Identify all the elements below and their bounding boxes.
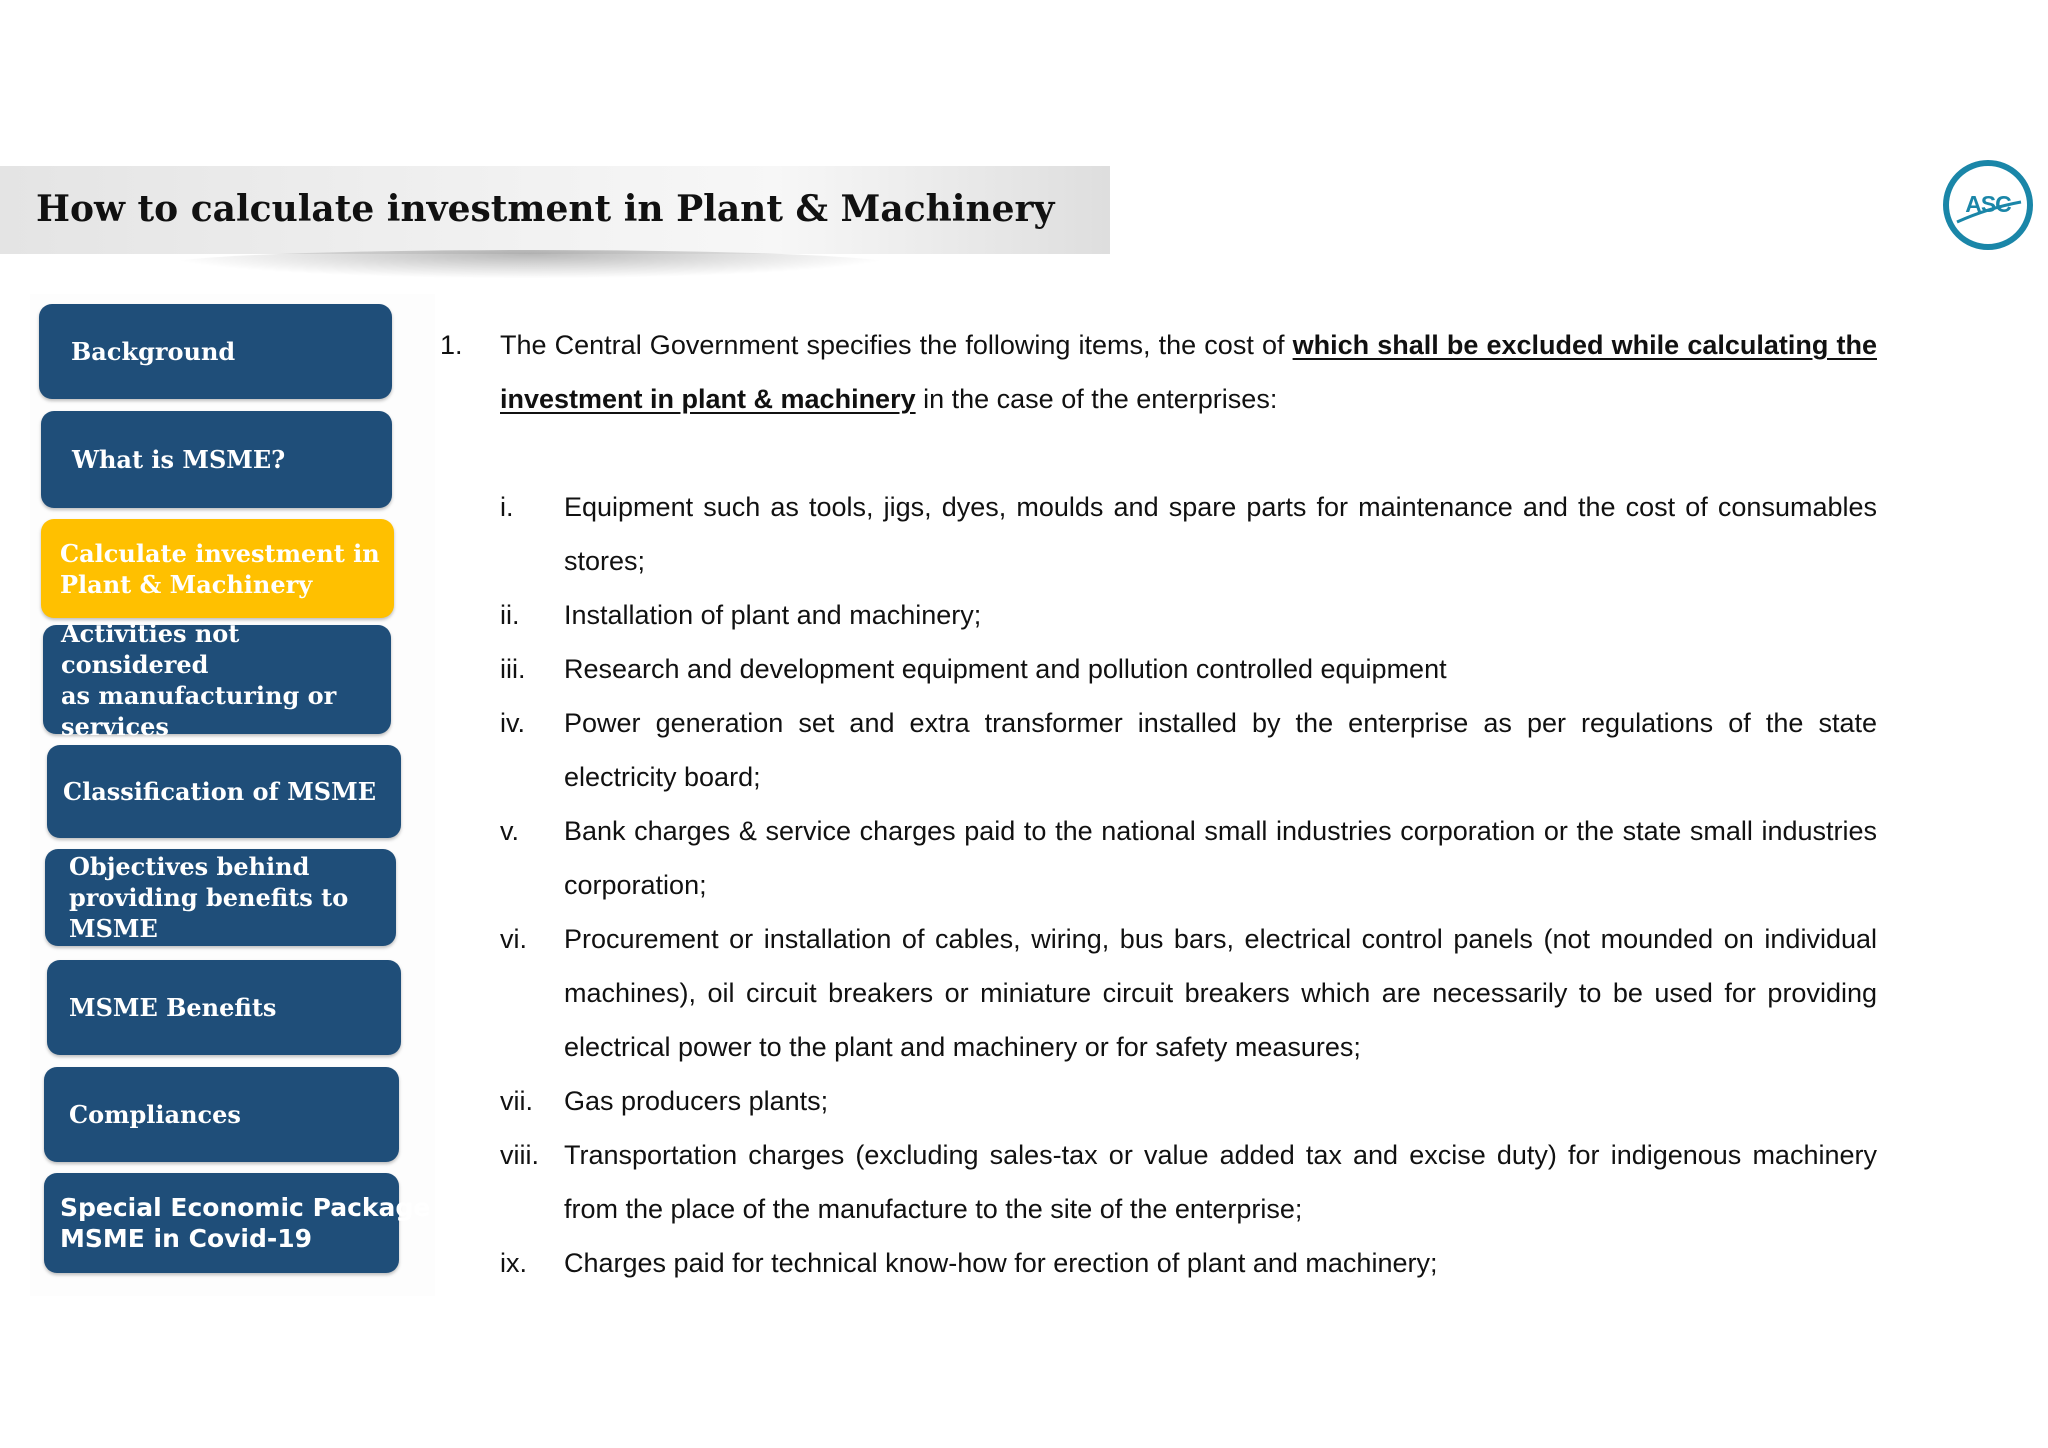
sidebar-item-activities-not-considered[interactable]	[43, 618, 391, 741]
intro-text-before: The Central Government specifies the following items, the cost of	[500, 330, 1293, 360]
sidebar-item-classification[interactable]	[47, 745, 401, 838]
intro-text-after: in the case of the enterprises:	[915, 384, 1278, 414]
title-banner	[0, 166, 1110, 254]
sidebar-item-special-economic-package[interactable]	[44, 1173, 469, 1273]
list-text: Power generation set and extra transformer installed by the enterprise as per regulations of the state electricity board;	[564, 708, 1877, 792]
list-numeral: ix.	[500, 1248, 527, 1278]
sidebar-item-background[interactable]	[39, 304, 392, 399]
sidebar-item-what-is-msme[interactable]	[41, 411, 392, 508]
list-text: Procurement or installation of cables, wiring, bus bars, electrical control panels (not mounded on individual machines), oil circuit breakers or miniature circuit breakers which are necessarily to be used for providing electrical power to the plant and machinery or for safety measures;	[564, 924, 1877, 1062]
list-item	[500, 912, 1877, 1074]
list-item	[500, 1074, 1877, 1128]
exclusion-list	[500, 480, 1877, 1290]
list-numeral: i.	[500, 492, 514, 522]
list-item	[500, 588, 1877, 642]
asc-logo-icon	[1941, 158, 2035, 252]
intro-number: 1.	[440, 330, 463, 360]
list-item	[500, 480, 1877, 588]
sidebar-item-objectives[interactable]	[45, 849, 396, 946]
list-numeral: iii.	[500, 654, 526, 684]
sidebar-item-label: Compliances	[69, 1100, 241, 1129]
sidebar-item-label: Activities not considered as manufacturing or services	[61, 618, 337, 741]
sidebar-item-label: Objectives behind providing benefits to MSME	[69, 852, 349, 943]
sidebar-item-label: What is MSME?	[72, 445, 286, 474]
list-text: Bank charges & service charges paid to the national small industries corporation or the state small industries corporation;	[564, 816, 1877, 900]
logo-text: ASC	[1965, 191, 2011, 217]
sidebar-item-label: Classification of MSME	[63, 777, 376, 806]
sidebar-item-label: Special Economic Package to MSME in Covid-19	[60, 1193, 469, 1253]
list-numeral: viii.	[500, 1140, 539, 1170]
sidebar-item-msme-benefits[interactable]	[47, 960, 401, 1055]
list-text: Gas producers plants;	[564, 1086, 829, 1116]
intro-paragraph	[500, 318, 1877, 426]
list-numeral: iv.	[500, 708, 525, 738]
list-item	[500, 696, 1877, 804]
title-shadow	[170, 250, 890, 278]
list-item	[500, 642, 1877, 696]
list-numeral: ii.	[500, 600, 520, 630]
sidebar-item-calculate-investment[interactable]	[41, 519, 394, 618]
list-numeral: vii.	[500, 1086, 533, 1116]
sidebar-item-label: Calculate investment in Plant & Machinery	[60, 538, 380, 599]
page-title: How to calculate investment in Plant & Machinery	[36, 188, 1055, 230]
list-item	[500, 1236, 1877, 1290]
intro-emphasis: which shall be excluded while calculating the investment in plant & machinery	[500, 330, 1877, 414]
list-text: Installation of plant and machinery;	[564, 600, 982, 630]
list-item	[500, 804, 1877, 912]
sidebar-item-label: Background	[71, 337, 236, 366]
list-text: Transportation charges (excluding sales-tax or value added tax and excise duty) for indigenous machinery from the place of the manufacture to the site of the enterprise;	[564, 1140, 1877, 1224]
list-text: Charges paid for technical know-how for erection of plant and machinery;	[564, 1248, 1438, 1278]
list-text: Research and development equipment and pollution controlled equipment	[564, 654, 1447, 684]
list-item	[500, 1128, 1877, 1236]
sidebar-item-compliances[interactable]	[44, 1067, 399, 1162]
list-numeral: vi.	[500, 924, 527, 954]
sidebar-item-label: MSME Benefits	[69, 993, 277, 1022]
list-numeral: v.	[500, 816, 519, 846]
list-text: Equipment such as tools, jigs, dyes, moulds and spare parts for maintenance and the cost of consumables stores;	[564, 492, 1877, 576]
